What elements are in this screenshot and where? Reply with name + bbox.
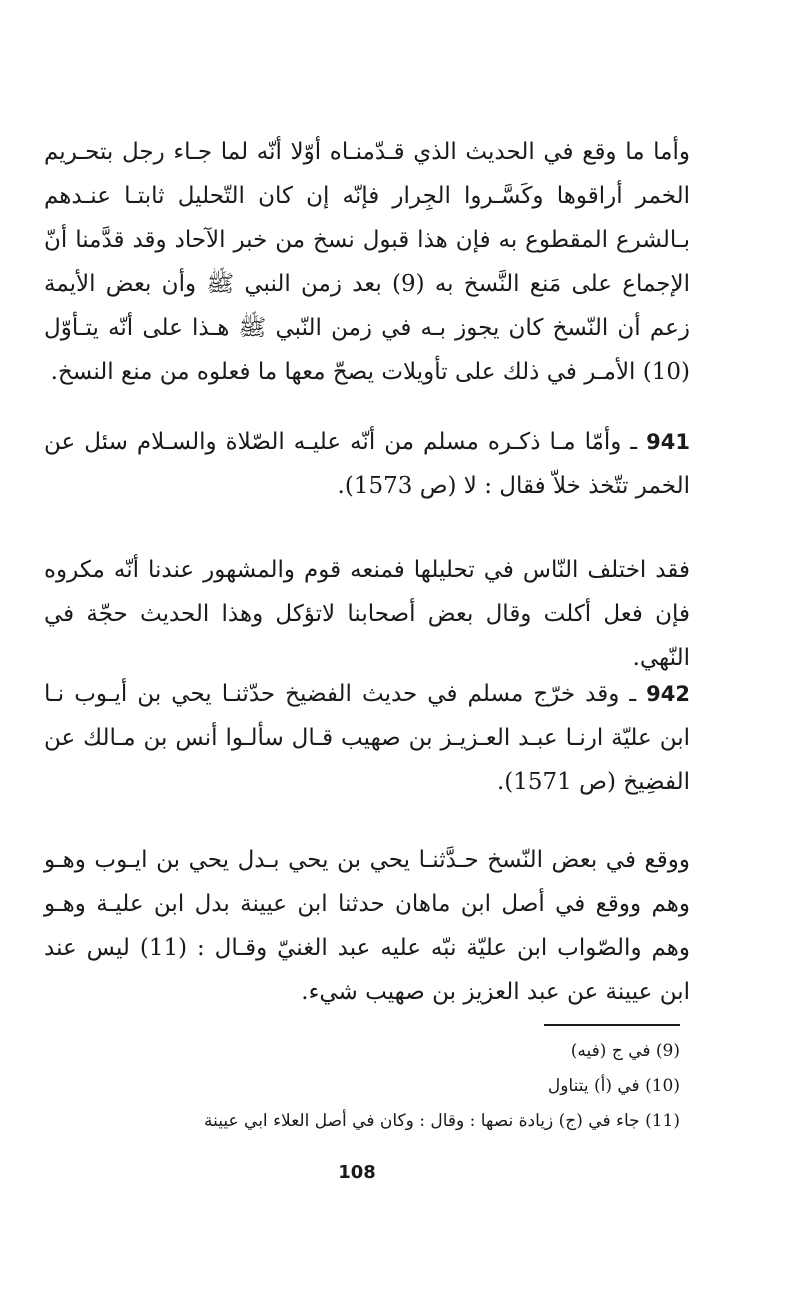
entry-number-942: 942 (646, 682, 690, 706)
paragraph-1 (44, 130, 690, 394)
paragraph-941-text: ـ وأمّا مـا ذكـره مسلم من أنّه عليـه الصّلاة والسـلام سئل عن الخمر تتّخذ خلاّ فقال : لا (ص 1573). (44, 429, 690, 499)
paragraph-5-text: ووقع في بعض النّسخ حـدَّثنـا يحي بن يحي بـدل يحي بن ايـوب وهـو وهم ووقع في أصل ابن ماهان حدثنا ابن عيينة بدل ابن عليـة وهـو وهم والصّواب ابن عليّة نبّه عليه عبد الغنيّ وقـال : (11) ليس عند ابن عيينة عن عبد العزيز بن صهيب شيء. (44, 847, 691, 1005)
entry-number-941: 941 (646, 430, 691, 454)
footnote-9: (9) في ج (فيه) (570, 1041, 680, 1061)
paragraph-942 (44, 672, 690, 804)
paragraph-3-text: فقد اختلف النّاس في تحليلها فمنعه قوم والمشهور عندنا أنّه مكروه فإن فعل أكلت وقال بعض أصحابنا لاتؤكل وهذا الحديث حجّة في النّهي. (44, 557, 690, 671)
paragraph-3 (44, 548, 690, 680)
footnote-11: (11) جاء في (ج) زيادة نصها : وقال : وكان في أصل العلاء ابي عيينة (203, 1111, 680, 1131)
paragraph-941 (44, 420, 690, 508)
paragraph-1-text: وأما ما وقع في الحديث الذي قـدّمنـاه أوّلا أنّه لما جـاء رجل بتحـريم الخمر أراقوها وكَسَّـروا الجِرار فإنّه إن كان التّحليل ثابتـا عنـدهم بـالشرع المقطوع به فإن هذا قبول نسخ من خبر الآحاد وقد قدَّمنا أنّ الإجماع على مَنع النَّسخ به (9) بعد زمن النبي ﷺ وأن بعض الأيمة زعم أن النّسخ كان يجوز بـه في زمن النّبي ﷺ هـذا على أنّه يتـأوّل (10) الأمـر في ذلك على تأويلات يصحّ معها ما فعلوه من منع النسخ. (44, 139, 690, 385)
footnote-10: (10) في (أ) يتناول (547, 1076, 680, 1096)
paragraph-942-text: ـ وقد خرّج مسلم في حديث الفضيخ حدّثنـا يحي بن أيـوب نـا ابن عليّة ارنـا عبـد العـزيـز بن صهيب قـال سألـوا أنس بن مـالك عن الفضِيخ (ص 1571). (44, 681, 690, 795)
footnote-divider (544, 1024, 680, 1026)
page-number: 108 (338, 1162, 376, 1183)
paragraph-5 (44, 838, 690, 1014)
footnotes (44, 1034, 680, 1139)
